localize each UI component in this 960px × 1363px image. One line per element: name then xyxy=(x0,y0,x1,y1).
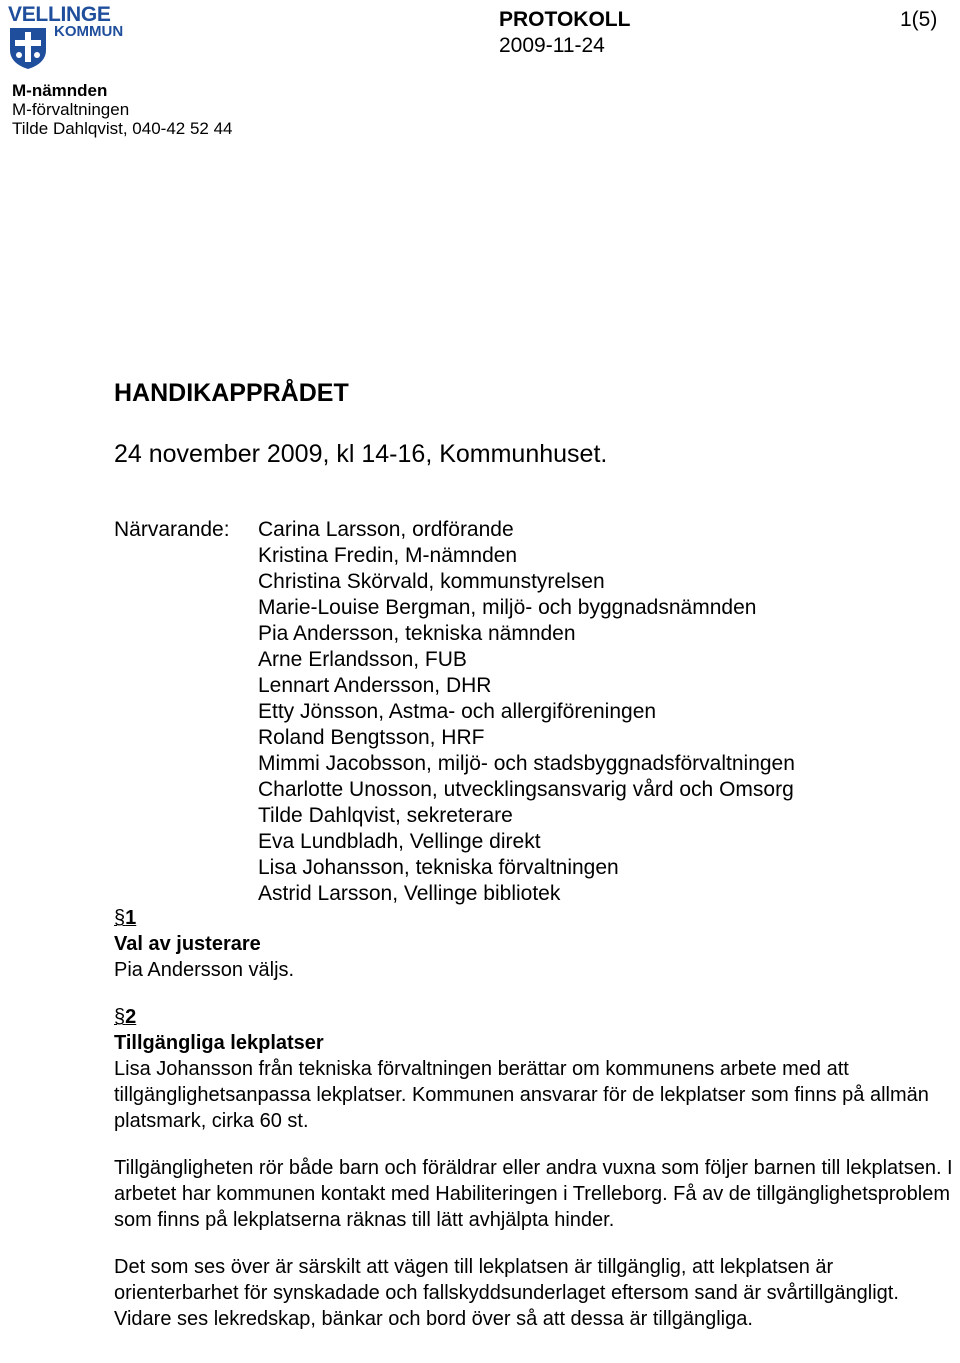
section-paragraph: Tillgängligheten rör både barn och föräldrar eller andra vuxna som följer barnen till lekplatsen. I arbetet har kommunen kontakt med Habiliteringen i Trelleborg. Få av de tillgänglighetsproblem som finns på lekplatserna räknas till lätt avhjälpta hinder. xyxy=(114,1157,953,1231)
attendee: Mimmi Jacobsson, miljö- och stadsbyggnadsförvaltningen xyxy=(258,752,795,775)
municipality-logo xyxy=(8,4,138,70)
page-title: HANDIKAPPRÅDET xyxy=(114,379,349,407)
attendee: Arne Erlandsson, FUB xyxy=(258,648,467,671)
attendance-label: Närvarande: xyxy=(114,518,230,541)
attendee: Charlotte Unosson, utvecklingsansvarig vård och Omsorg xyxy=(258,778,794,801)
sender-block xyxy=(12,81,233,138)
section-paragraph: Lisa Johansson från tekniska förvaltningen berättar om kommunens arbete med att tillgänglighetsanpassa lekplatser. Kommunen ansvarar för de lekplatser som finns på allmän platsmark, cirka 60 st. xyxy=(114,1058,929,1132)
attendee: Marie-Louise Bergman, miljö- och byggnadsnämnden xyxy=(258,596,757,619)
attendee: Etty Jönsson, Astma- och allergiföreningen xyxy=(258,700,657,723)
committee-name: M-nämnden xyxy=(12,81,108,100)
logo-subtitle-text: KOMMUN xyxy=(54,23,124,40)
attendee: Roland Bengtsson, HRF xyxy=(258,726,485,749)
contact-line: Tilde Dahlqvist, 040-42 52 44 xyxy=(12,119,233,138)
attendee: Eva Lundbladh, Vellinge direkt xyxy=(258,830,541,853)
attendee: Carina Larsson, ordförande xyxy=(258,518,514,541)
section-number: §1 xyxy=(114,907,137,929)
municipal-shield-icon xyxy=(8,26,48,70)
section-heading: Val av justerare xyxy=(114,933,261,955)
attendee: Lisa Johansson, tekniska förvaltningen xyxy=(258,856,619,879)
attendee: Lennart Andersson, DHR xyxy=(258,674,492,697)
page-number: 1(5) xyxy=(900,8,938,31)
attendee: Astrid Larsson, Vellinge bibliotek xyxy=(258,882,561,905)
section-paragraph: Det som ses över är särskilt att vägen till lekplatsen är tillgänglig, att lekplatsen är orienterbarhet för synskadade och fallskyddsunderlaget eftersom sand är svårtillgängligt. Vidare ses lekredskap, bänkar och bord över så att dessa är tillgängliga. xyxy=(114,1256,899,1330)
document-date: 2009-11-24 xyxy=(499,34,605,57)
section-1 xyxy=(114,905,960,983)
logo-brand-text: VELLINGE xyxy=(8,3,111,26)
section-2 xyxy=(114,1004,960,1332)
document-type: PROTOKOLL xyxy=(499,8,631,31)
attendance-list xyxy=(258,517,795,907)
department-name: M-förvaltningen xyxy=(12,100,130,119)
attendee: Tilde Dahlqvist, sekreterare xyxy=(258,804,513,827)
section-heading: Tillgängliga lekplatser xyxy=(114,1032,324,1054)
attendee: Pia Andersson, tekniska nämnden xyxy=(258,622,576,645)
section-number: §2 xyxy=(114,1006,137,1028)
meeting-info: 24 november 2009, kl 14-16, Kommunhuset. xyxy=(114,440,608,468)
attendee: Christina Skörvald, kommunstyrelsen xyxy=(258,570,605,593)
section-paragraph: Pia Andersson väljs. xyxy=(114,959,295,981)
attendee: Kristina Fredin, M-nämnden xyxy=(258,544,518,567)
